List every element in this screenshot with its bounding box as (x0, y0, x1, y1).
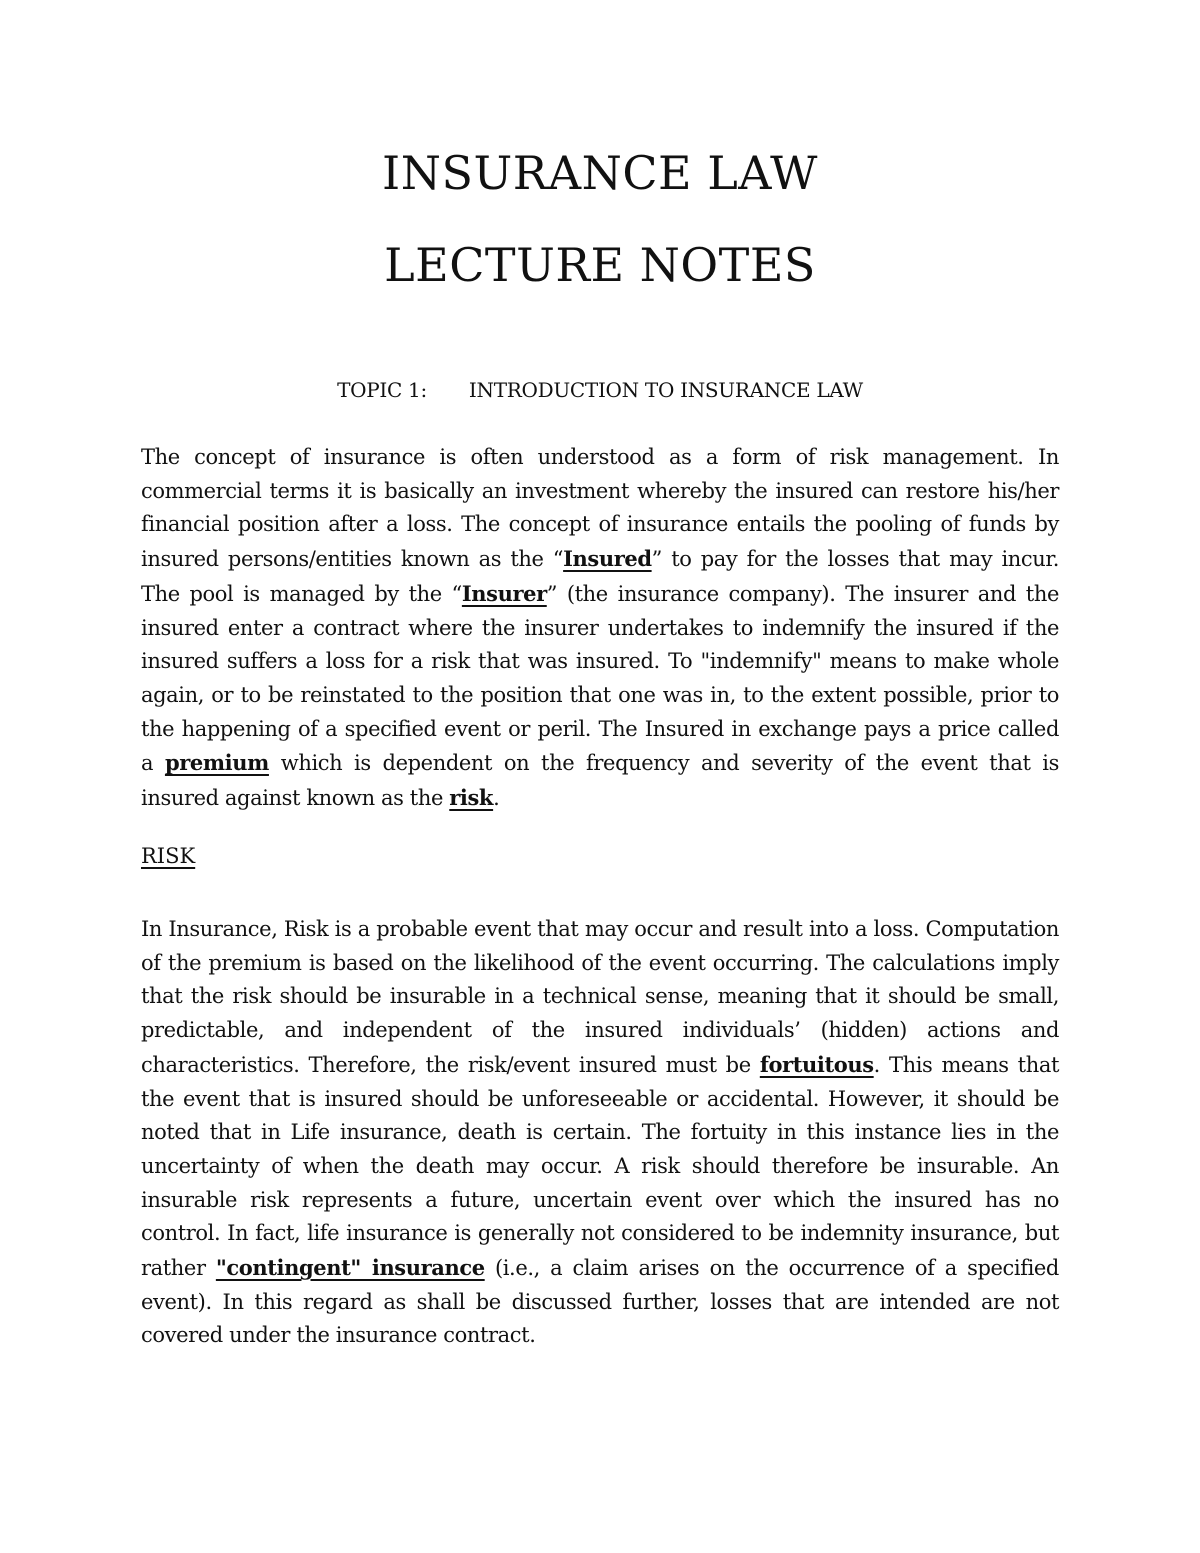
term-risk: risk (449, 785, 494, 811)
intro-text-3: ” (the insurance company). The insurer and the insured enter a contract where the insurer undertakes to indemnify the insured if the insured suffers a loss for a risk that was insured. To "indemnify" means to make whole again, or to be reinstated to the position that one was in, to the extent possible, prior to the happening of a specified event or peril. The Insured in exchange pays a price called a (141, 581, 1060, 776)
risk-paragraph (141, 913, 1059, 1353)
intro-text-4: which is dependent on the frequency and severity of the event that is insured against known as the (141, 751, 1059, 811)
intro-text-2: ” to pay for the losses that may incur. The pool is managed by the “ (141, 547, 1059, 606)
intro-text-5: . (493, 786, 500, 811)
risk-text-2: . This means that the event that is insured should be unforeseeable or accidental. However, it should be noted that in Life insurance, death is certain. The fortuity in this instance lies in the uncertainty of when the death may occur. A risk should therefore be insurable. An insurable risk represents a future, uncertain event over which the insured has no control. In fact, life insurance is generally not considered to be indemnity insurance, but rather (141, 1052, 1060, 1281)
term-premium: premium (164, 750, 269, 776)
document-subtitle: LECTURE NOTES (384, 238, 816, 292)
intro-paragraph (141, 441, 1059, 816)
topic-number: TOPIC 1: (337, 378, 427, 402)
document-title: INSURANCE LAW (382, 146, 818, 200)
term-fortuitous: fortuitous (759, 1051, 874, 1077)
risk-text-3: (i.e., a claim arises on the occurrence of a specified event). In this regard as shall be discussed further, losses that are intended are not covered under the insurance contract. (141, 1256, 1059, 1348)
term-insured: Insured (563, 546, 652, 572)
term-insurer: Insurer (461, 580, 547, 606)
risk-text-1: In Insurance, Risk is a probable event that may occur and result into a loss. Computation of the premium is based on the likelihood of the event occurring. The calculations imply that the risk should be insurable in a technical sense, meaning that it should be small, predictable, and independent of the insured individuals’ (hidden) actions and characteristics. Therefore, the risk/event insured must be (141, 917, 1059, 1077)
risk-heading: RISK (141, 844, 196, 868)
intro-text-1: The concept of insurance is often understood as a form of risk management. In commercial terms it is basically an investment whereby the insured can restore his/her financial position after a loss. The concept of insurance entails the pooling of funds by insured persons/entities known as the “ (141, 445, 1059, 572)
term-contingent-insurance: "contingent" insurance (215, 1255, 485, 1281)
topic-title: INTRODUCTION TO INSURANCE LAW (468, 378, 863, 402)
topic-heading (141, 378, 1059, 402)
